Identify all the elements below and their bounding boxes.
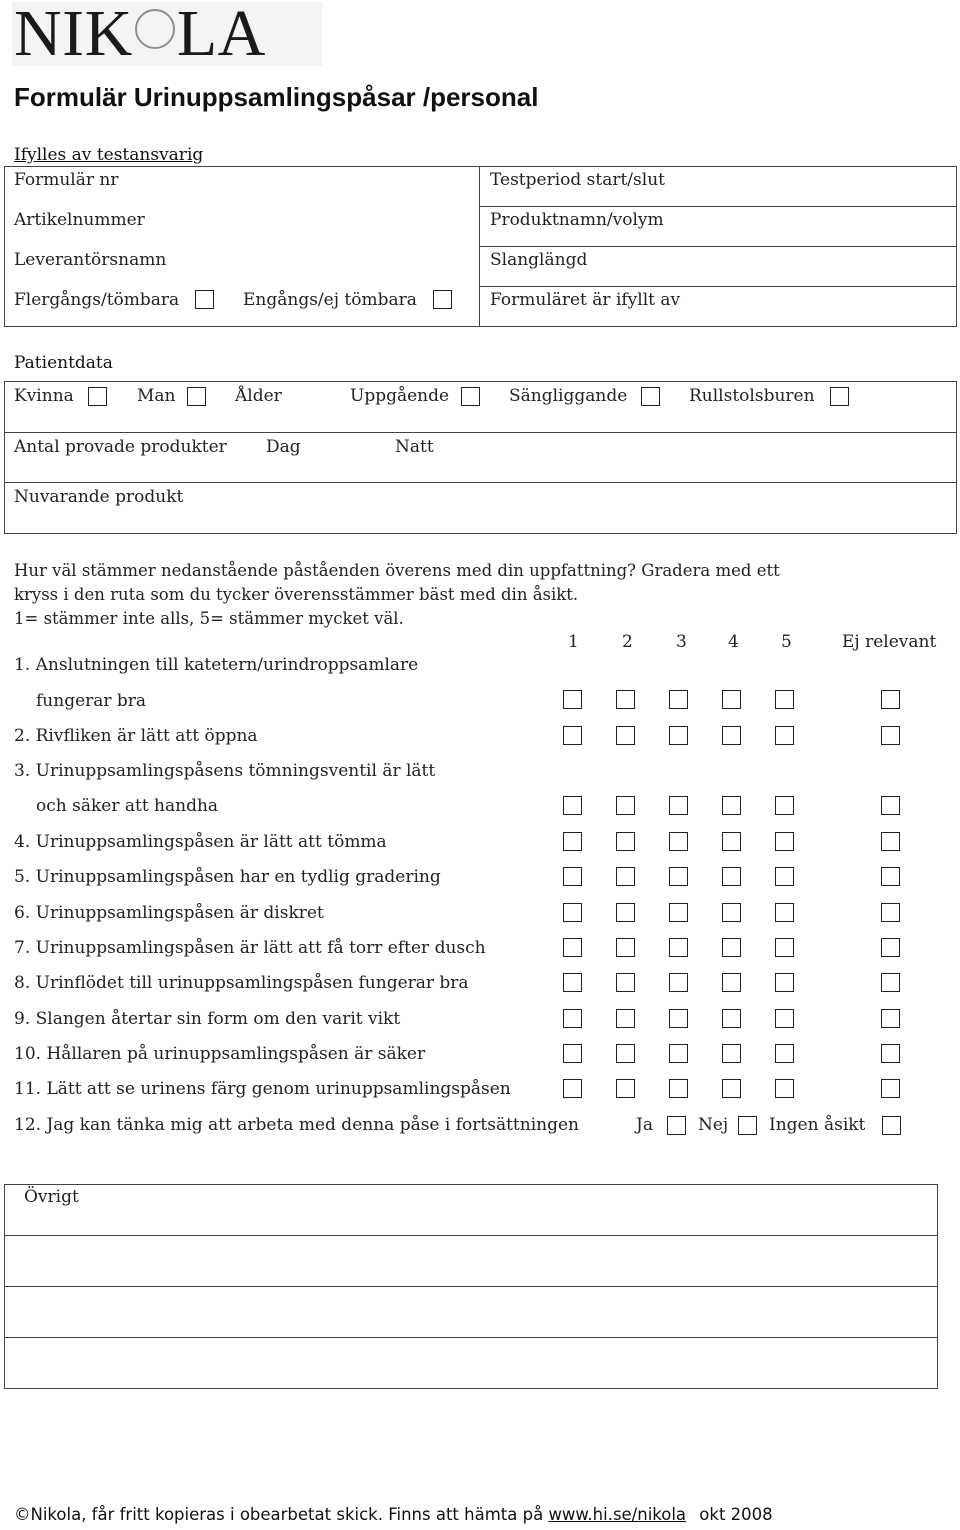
question-2-rating-5-checkbox[interactable] (775, 726, 794, 745)
question-4-rating-2-checkbox[interactable] (616, 832, 635, 851)
question-5-label: 5. Urinuppsamlingspåsen har en tydlig gradering (14, 867, 441, 887)
question-3-rating-4-checkbox[interactable] (722, 796, 741, 815)
question-8-label: 8. Urinflödet till urinuppsamlingspåsen fungerar bra (14, 973, 469, 993)
question-6-rating-ej-relevant-checkbox[interactable] (881, 903, 900, 922)
ifyllt-av-label: Formuläret är ifyllt av (490, 290, 681, 310)
natt-label: Natt (395, 437, 434, 457)
logo-circle-icon (135, 9, 175, 49)
question-1-label: 1. Anslutningen till katetern/urindroppsamlare (14, 655, 419, 675)
question-7-rating-1-checkbox[interactable] (563, 938, 582, 957)
footer (14, 1505, 773, 1524)
question-1-rating-ej-relevant-checkbox[interactable] (881, 690, 900, 709)
nuvarande-produkt-label: Nuvarande produkt (14, 487, 184, 507)
kvinna-checkbox[interactable] (88, 387, 107, 406)
scale-5-label: 5 (781, 632, 792, 652)
question-4-rating-5-checkbox[interactable] (775, 832, 794, 851)
question-8-rating-2-checkbox[interactable] (616, 973, 635, 992)
question-7-rating-3-checkbox[interactable] (669, 938, 688, 957)
ingen-asikt-checkbox[interactable] (882, 1116, 901, 1135)
rullstolsburen-label: Rullstolsburen (689, 386, 815, 406)
question-1-label-cont: fungerar bra (36, 691, 147, 711)
ingen-asikt-label: Ingen åsikt (769, 1115, 866, 1135)
antal-produkter-label: Antal provade produkter (14, 437, 227, 457)
instruction-line-3: 1= stämmer inte alls, 5= stämmer mycket väl. (14, 609, 404, 628)
question-12-label: 12. Jag kan tänka mig att arbeta med denna påse i fortsättningen (14, 1115, 579, 1135)
question-11-rating-ej-relevant-checkbox[interactable] (881, 1079, 900, 1098)
question-4-rating-3-checkbox[interactable] (669, 832, 688, 851)
nej-label: Nej (698, 1115, 729, 1135)
question-1-rating-1-checkbox[interactable] (563, 690, 582, 709)
question-9-rating-4-checkbox[interactable] (722, 1009, 741, 1028)
question-8-rating-3-checkbox[interactable] (669, 973, 688, 992)
slanglangd-label: Slanglängd (490, 250, 588, 270)
tester-row-line (479, 286, 957, 287)
question-3-label-cont: och säker att handha (36, 796, 219, 816)
question-3-label: 3. Urinuppsamlingspåsens tömningsventil är lätt (14, 761, 436, 781)
question-11-rating-3-checkbox[interactable] (669, 1079, 688, 1098)
ja-label: Ja (636, 1115, 653, 1135)
question-9-rating-1-checkbox[interactable] (563, 1009, 582, 1028)
artikelnummer-label: Artikelnummer (14, 210, 145, 230)
question-3-rating-5-checkbox[interactable] (775, 796, 794, 815)
question-6-rating-2-checkbox[interactable] (616, 903, 635, 922)
question-6-label: 6. Urinuppsamlingspåsen är diskret (14, 903, 324, 923)
question-10-label: 10. Hållaren på urinuppsamlingspåsen är säker (14, 1044, 426, 1064)
sangliggande-label: Sängliggande (509, 386, 628, 406)
question-4-label: 4. Urinuppsamlingspåsen är lätt att tömma (14, 832, 387, 852)
question-8-rating-1-checkbox[interactable] (563, 973, 582, 992)
question-8-rating-ej-relevant-checkbox[interactable] (881, 973, 900, 992)
testperiod-label: Testperiod start/slut (490, 170, 665, 190)
kvinna-label: Kvinna (14, 386, 74, 406)
scale-3-label: 3 (676, 632, 687, 652)
question-1-rating-2-checkbox[interactable] (616, 690, 635, 709)
logo-text-right: LA (176, 0, 266, 70)
question-2-rating-1-checkbox[interactable] (563, 726, 582, 745)
question-3-rating-ej-relevant-checkbox[interactable] (881, 796, 900, 815)
question-9-rating-3-checkbox[interactable] (669, 1009, 688, 1028)
question-11-rating-1-checkbox[interactable] (563, 1079, 582, 1098)
question-5-rating-2-checkbox[interactable] (616, 867, 635, 886)
form-title: Formulär Urinuppsamlingspåsar /personal (14, 82, 539, 112)
patient-row-line (4, 482, 957, 483)
question-1-rating-5-checkbox[interactable] (775, 690, 794, 709)
ovrigt-row-line (4, 1286, 938, 1287)
question-3-rating-2-checkbox[interactable] (616, 796, 635, 815)
nej-checkbox[interactable] (738, 1116, 757, 1135)
question-7-rating-ej-relevant-checkbox[interactable] (881, 938, 900, 957)
ovrigt-row-line (4, 1337, 938, 1338)
question-3-rating-1-checkbox[interactable] (563, 796, 582, 815)
uppgaende-label: Uppgående (350, 386, 450, 406)
uppgaende-checkbox[interactable] (461, 387, 480, 406)
formular-nr-label: Formulär nr (14, 170, 119, 190)
question-1-rating-3-checkbox[interactable] (669, 690, 688, 709)
question-10-rating-4-checkbox[interactable] (722, 1044, 741, 1063)
man-label: Man (137, 386, 176, 406)
question-9-label: 9. Slangen återtar sin form om den varit vikt (14, 1009, 401, 1029)
logo-wordmark (14, 0, 266, 70)
question-5-rating-3-checkbox[interactable] (669, 867, 688, 886)
patient-heading: Patientdata (14, 353, 113, 373)
footer-link[interactable]: www.hi.se/nikola (548, 1505, 687, 1524)
question-9-rating-ej-relevant-checkbox[interactable] (881, 1009, 900, 1028)
patient-row-line (4, 432, 957, 433)
question-10-rating-3-checkbox[interactable] (669, 1044, 688, 1063)
scale-2-label: 2 (622, 632, 633, 652)
question-8-rating-4-checkbox[interactable] (722, 973, 741, 992)
alder-label: Ålder (235, 386, 282, 406)
question-5-rating-1-checkbox[interactable] (563, 867, 582, 886)
ovrigt-row-line (4, 1235, 938, 1236)
footer-date: okt 2008 (699, 1505, 773, 1524)
question-4-rating-ej-relevant-checkbox[interactable] (881, 832, 900, 851)
question-6-rating-5-checkbox[interactable] (775, 903, 794, 922)
question-11-label: 11. Lätt att se urinens färg genom urinuppsamlingspåsen (14, 1079, 511, 1099)
ovrigt-label: Övrigt (24, 1187, 79, 1207)
scale-4-label: 4 (728, 632, 739, 652)
question-11-rating-5-checkbox[interactable] (775, 1079, 794, 1098)
nikola-logo (12, 0, 322, 70)
question-2-rating-2-checkbox[interactable] (616, 726, 635, 745)
question-10-rating-2-checkbox[interactable] (616, 1044, 635, 1063)
question-2-rating-3-checkbox[interactable] (669, 726, 688, 745)
question-2-label: 2. Rivfliken är lätt att öppna (14, 726, 258, 746)
produktnamn-label: Produktnamn/volym (490, 210, 664, 230)
question-6-rating-3-checkbox[interactable] (669, 903, 688, 922)
question-7-rating-4-checkbox[interactable] (722, 938, 741, 957)
question-4-rating-4-checkbox[interactable] (722, 832, 741, 851)
question-5-rating-5-checkbox[interactable] (775, 867, 794, 886)
instruction-line-2: kryss i den ruta som du tycker överensstämmer bäst med din åsikt. (14, 585, 579, 604)
sangliggande-checkbox[interactable] (641, 387, 660, 406)
single-use-label: Engångs/ej tömbara (243, 290, 417, 310)
question-10-rating-1-checkbox[interactable] (563, 1044, 582, 1063)
dag-label: Dag (266, 437, 301, 457)
tester-heading: Ifylles av testansvarig (14, 145, 204, 165)
question-7-rating-5-checkbox[interactable] (775, 938, 794, 957)
single-use-checkbox[interactable] (433, 290, 452, 309)
reusable-checkbox[interactable] (195, 290, 214, 309)
man-checkbox[interactable] (187, 387, 206, 406)
question-10-rating-5-checkbox[interactable] (775, 1044, 794, 1063)
question-9-rating-2-checkbox[interactable] (616, 1009, 635, 1028)
question-11-rating-4-checkbox[interactable] (722, 1079, 741, 1098)
question-3-rating-3-checkbox[interactable] (669, 796, 688, 815)
question-4-rating-1-checkbox[interactable] (563, 832, 582, 851)
question-1-rating-4-checkbox[interactable] (722, 690, 741, 709)
tester-row-line (479, 246, 957, 247)
question-5-rating-ej-relevant-checkbox[interactable] (881, 867, 900, 886)
ja-checkbox[interactable] (667, 1116, 686, 1135)
question-7-label: 7. Urinuppsamlingspåsen är lätt att få torr efter dusch (14, 938, 486, 958)
tester-row-line (479, 206, 957, 207)
question-8-rating-5-checkbox[interactable] (775, 973, 794, 992)
reusable-label: Flergångs/tömbara (14, 290, 180, 310)
question-2-rating-ej-relevant-checkbox[interactable] (881, 726, 900, 745)
question-9-rating-5-checkbox[interactable] (775, 1009, 794, 1028)
leverantorsnamn-label: Leverantörsnamn (14, 250, 167, 270)
question-6-rating-1-checkbox[interactable] (563, 903, 582, 922)
question-7-rating-2-checkbox[interactable] (616, 938, 635, 957)
question-11-rating-2-checkbox[interactable] (616, 1079, 635, 1098)
scale-1-label: 1 (568, 632, 579, 652)
question-6-rating-4-checkbox[interactable] (722, 903, 741, 922)
instruction-line-1: Hur väl stämmer nedanstående påståenden överens med din uppfattning? Gradera med ett (14, 561, 780, 580)
footer-copyright: ©Nikola, får fritt kopieras i obearbetat skick. Finns att hämta på (14, 1505, 544, 1524)
question-2-rating-4-checkbox[interactable] (722, 726, 741, 745)
scale-ej-relevant-label: Ej relevant (842, 632, 937, 652)
rullstolsburen-checkbox[interactable] (830, 387, 849, 406)
question-5-rating-4-checkbox[interactable] (722, 867, 741, 886)
logo-text-left: NIK (14, 0, 133, 70)
question-10-rating-ej-relevant-checkbox[interactable] (881, 1044, 900, 1063)
